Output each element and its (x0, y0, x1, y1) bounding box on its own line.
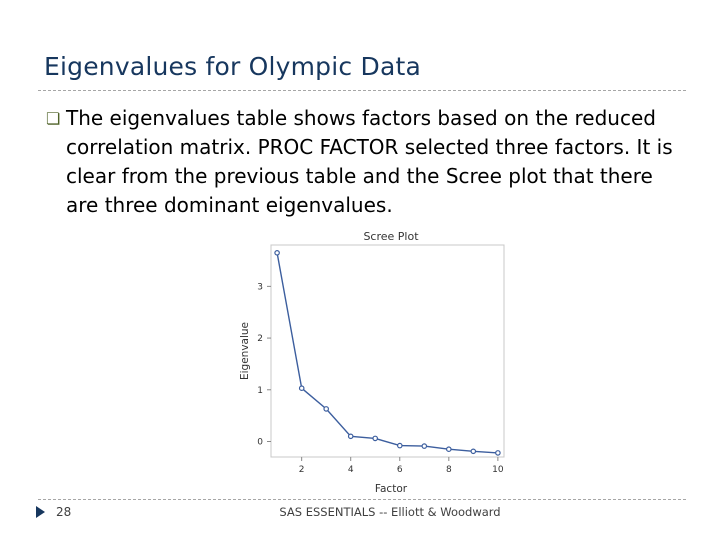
scree-plot-svg (236, 227, 520, 500)
x-tick-label: 6 (396, 465, 403, 475)
checkbox-bullet-icon: ❏ (46, 109, 61, 128)
y-tick-label: 0 (257, 437, 263, 448)
x-tick-label: 4 (347, 465, 354, 475)
data-point (373, 436, 377, 440)
data-point (300, 386, 304, 390)
footer-divider (38, 499, 686, 500)
plot-frame (271, 245, 504, 457)
y-axis-label: Eigenvalue (239, 321, 251, 381)
data-point (496, 451, 500, 455)
scree-plot (236, 227, 520, 500)
data-point (447, 447, 451, 451)
title-divider (38, 90, 686, 91)
data-point (275, 251, 279, 255)
y-tick-label: 3 (257, 282, 263, 293)
page-number: 28 (56, 505, 72, 519)
data-point (471, 449, 475, 453)
footer-credit: SAS ESSENTIALS -- Elliott & Woodward (279, 505, 501, 519)
bullet-item (46, 104, 686, 220)
chart-title: Scree Plot (363, 230, 419, 243)
x-tick-label: 10 (492, 465, 504, 475)
series-line (277, 253, 498, 453)
data-point (324, 407, 328, 411)
data-point (398, 443, 402, 447)
x-axis-label: Factor (374, 483, 408, 495)
slide-title: Eigenvalues for Olympic Data (44, 52, 421, 81)
data-point (349, 434, 353, 438)
data-point (422, 444, 426, 448)
x-tick-label: 2 (298, 465, 305, 475)
x-tick-label: 8 (445, 465, 452, 475)
footer-arrow-icon (36, 506, 45, 518)
y-tick-label: 2 (257, 334, 263, 345)
y-tick-label: 1 (257, 385, 263, 396)
bullet-text: The eigenvalues table shows factors based on the reduced correlation matrix. PROC FACTOR selected three factors. It is clear from the previous table and the Scree plot that there are three dominant eigenvalues. (66, 106, 673, 217)
